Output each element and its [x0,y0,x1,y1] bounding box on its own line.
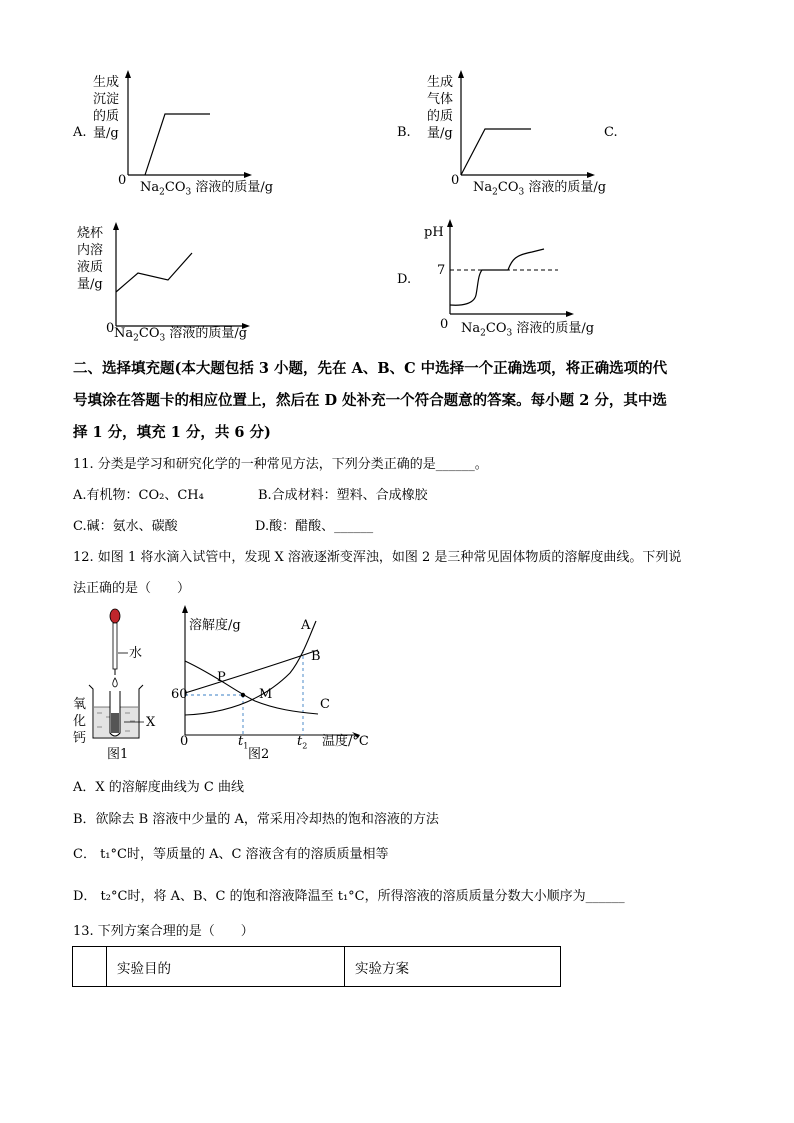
graph-a-ylabel-line: 沉淀 [93,92,120,107]
point-p-label: P [217,670,226,685]
q12-option-d: D． t₂°C时，将 A、B、C 的饱和溶液降温至 t₁°C，所得溶液的溶质质量分数大小顺序为______ [73,889,625,904]
graph-b-ylabel-line: 气体 [427,92,454,107]
q11-option-a: A.有机物：CO₂、CH₄ [73,488,204,503]
table-row [73,947,561,987]
graph-b-ylabel-line: 的质 [427,109,454,124]
graph-a-ylabel-line: 的质 [93,109,120,124]
option-a-label: A. [73,125,87,140]
graph-a-ylabel-line: 量/g [93,126,119,141]
figure-1-reagent-char: 氧 [73,697,87,712]
water-drop [113,678,118,687]
figure-2-caption: 图2 [248,747,270,762]
figure-1-water-label: 水 [129,646,143,661]
graph-d-tick-7: 7 [437,263,446,278]
figure-1-reagent-label [73,696,86,747]
option-d-label: D. [397,272,412,287]
figure-2-tick-60: 60 [171,687,188,702]
curve-b-label: B [311,649,321,664]
table-cell-index [73,947,107,987]
q12-stem-line-2: 法正确的是（ ） [73,581,191,596]
point-m [241,693,245,697]
option-c-label: C. [604,125,618,140]
graph-b-xlabel: $Na_2CO_3$ 溶液的质量/g [473,180,607,198]
q11-option-d: D.酸：醋酸、______ [255,519,374,534]
curve-c [185,661,318,714]
q11-option-c: C.碱：氨水、碳酸 [73,519,178,534]
q12-stem-line-1: 12. 如图 1 将水滴入试管中，发现 X 溶液逐渐变浑浊，如图 2 是三种常见固体物质的溶解度曲线。下列说 [73,550,682,565]
q11-option-b: B.合成材料：塑料、合成橡胶 [258,488,428,503]
graph-d-curve [450,249,544,305]
graph-a-ylabel [93,74,119,142]
section-heading-line-1: 二、选择填充题(本大题包括 3 小题，先在 A、B、C 中选择一个正确选项，将正确选项的代 [73,360,668,377]
graph-c-ylabel [77,225,103,293]
graph-b-origin: 0 [451,173,460,188]
graph-b-ylabel-line: 生成 [427,75,454,90]
figure-2-xlabel: 温度/°C [322,734,369,749]
q12-option-c: C． t₁°C时，等质量的 A、C 溶液含有的溶质质量相等 [73,847,389,862]
graph-b-curve [461,129,531,175]
q13-stem: 13. 下列方案合理的是（ ） [73,924,254,939]
graph-c-ylabel-line: 量/g [77,277,103,292]
table-header-scheme: 实验方案 [345,947,561,987]
curve-c-label: C [320,697,330,712]
graph-b-axes [453,70,603,180]
section-heading-line-3: 择 1 分，填充 1 分，共 6 分) [73,424,271,441]
option-b-label: B. [397,125,411,140]
curve-a [185,621,316,715]
q11-stem: 11. 分类是学习和研究化学的一种常见方法，下列分类正确的是______。 [73,457,488,472]
table-header-purpose: 实验目的 [107,947,345,987]
figure-1-reagent-char: 钙 [73,731,87,746]
graph-c-curve [116,253,192,292]
graph-c-xlabel: $Na_2CO_3$ 溶液的质量/g [114,326,248,344]
graph-d-origin: 0 [440,317,449,332]
graph-b-ylabel [427,74,453,142]
dropper-tube [113,623,117,669]
q13-scheme-table [72,946,561,987]
graph-d-xlabel: $Na_2CO_3$ 溶液的质量/g [461,321,595,339]
curve-a-label: A [301,618,311,633]
q12-option-b: B．欲除去 B 溶液中少量的 A，常采用冷却热的饱和溶液的方法 [73,812,439,827]
figure-2-t2-label: $t_2$ [297,734,308,751]
graph-d-ylabel: pH [424,225,444,240]
figure-1-reagent-char: 化 [73,714,87,729]
graph-a-axes [120,70,260,180]
graph-c-origin: 0 [106,321,115,336]
graph-b-ylabel-line: 量/g [427,126,453,141]
dropper-bulb [110,609,120,623]
figure-2-t1-label: $t_1$ [238,734,249,751]
graph-c-ylabel-line: 液质 [77,260,104,275]
graph-c-ylabel-line: 烧杯 [77,226,104,241]
point-m-label: M [259,687,273,702]
figure-2-ylabel: 溶解度/g [189,618,241,633]
figure-2-origin: 0 [180,734,189,749]
figure-1-x-label: X [146,715,156,730]
graph-c-axes [108,222,258,332]
graph-c-ylabel-line: 内溶 [77,243,104,258]
graph-a-origin: 0 [118,173,127,188]
graph-d-axes [442,219,592,319]
section-heading-line-2: 号填涂在答题卡的相应位置上，然后在 D 处补充一个符合题意的答案。每小题 2 分，其中选 [73,392,667,409]
graph-a-xlabel: $Na_2CO_3$ 溶液的质量/g [140,180,274,198]
graph-a-curve [145,114,210,175]
graph-a-ylabel-line: 生成 [93,75,120,90]
q12-option-a: A．X 的溶解度曲线为 C 曲线 [73,780,244,795]
figure-1-caption: 图1 [107,747,129,762]
